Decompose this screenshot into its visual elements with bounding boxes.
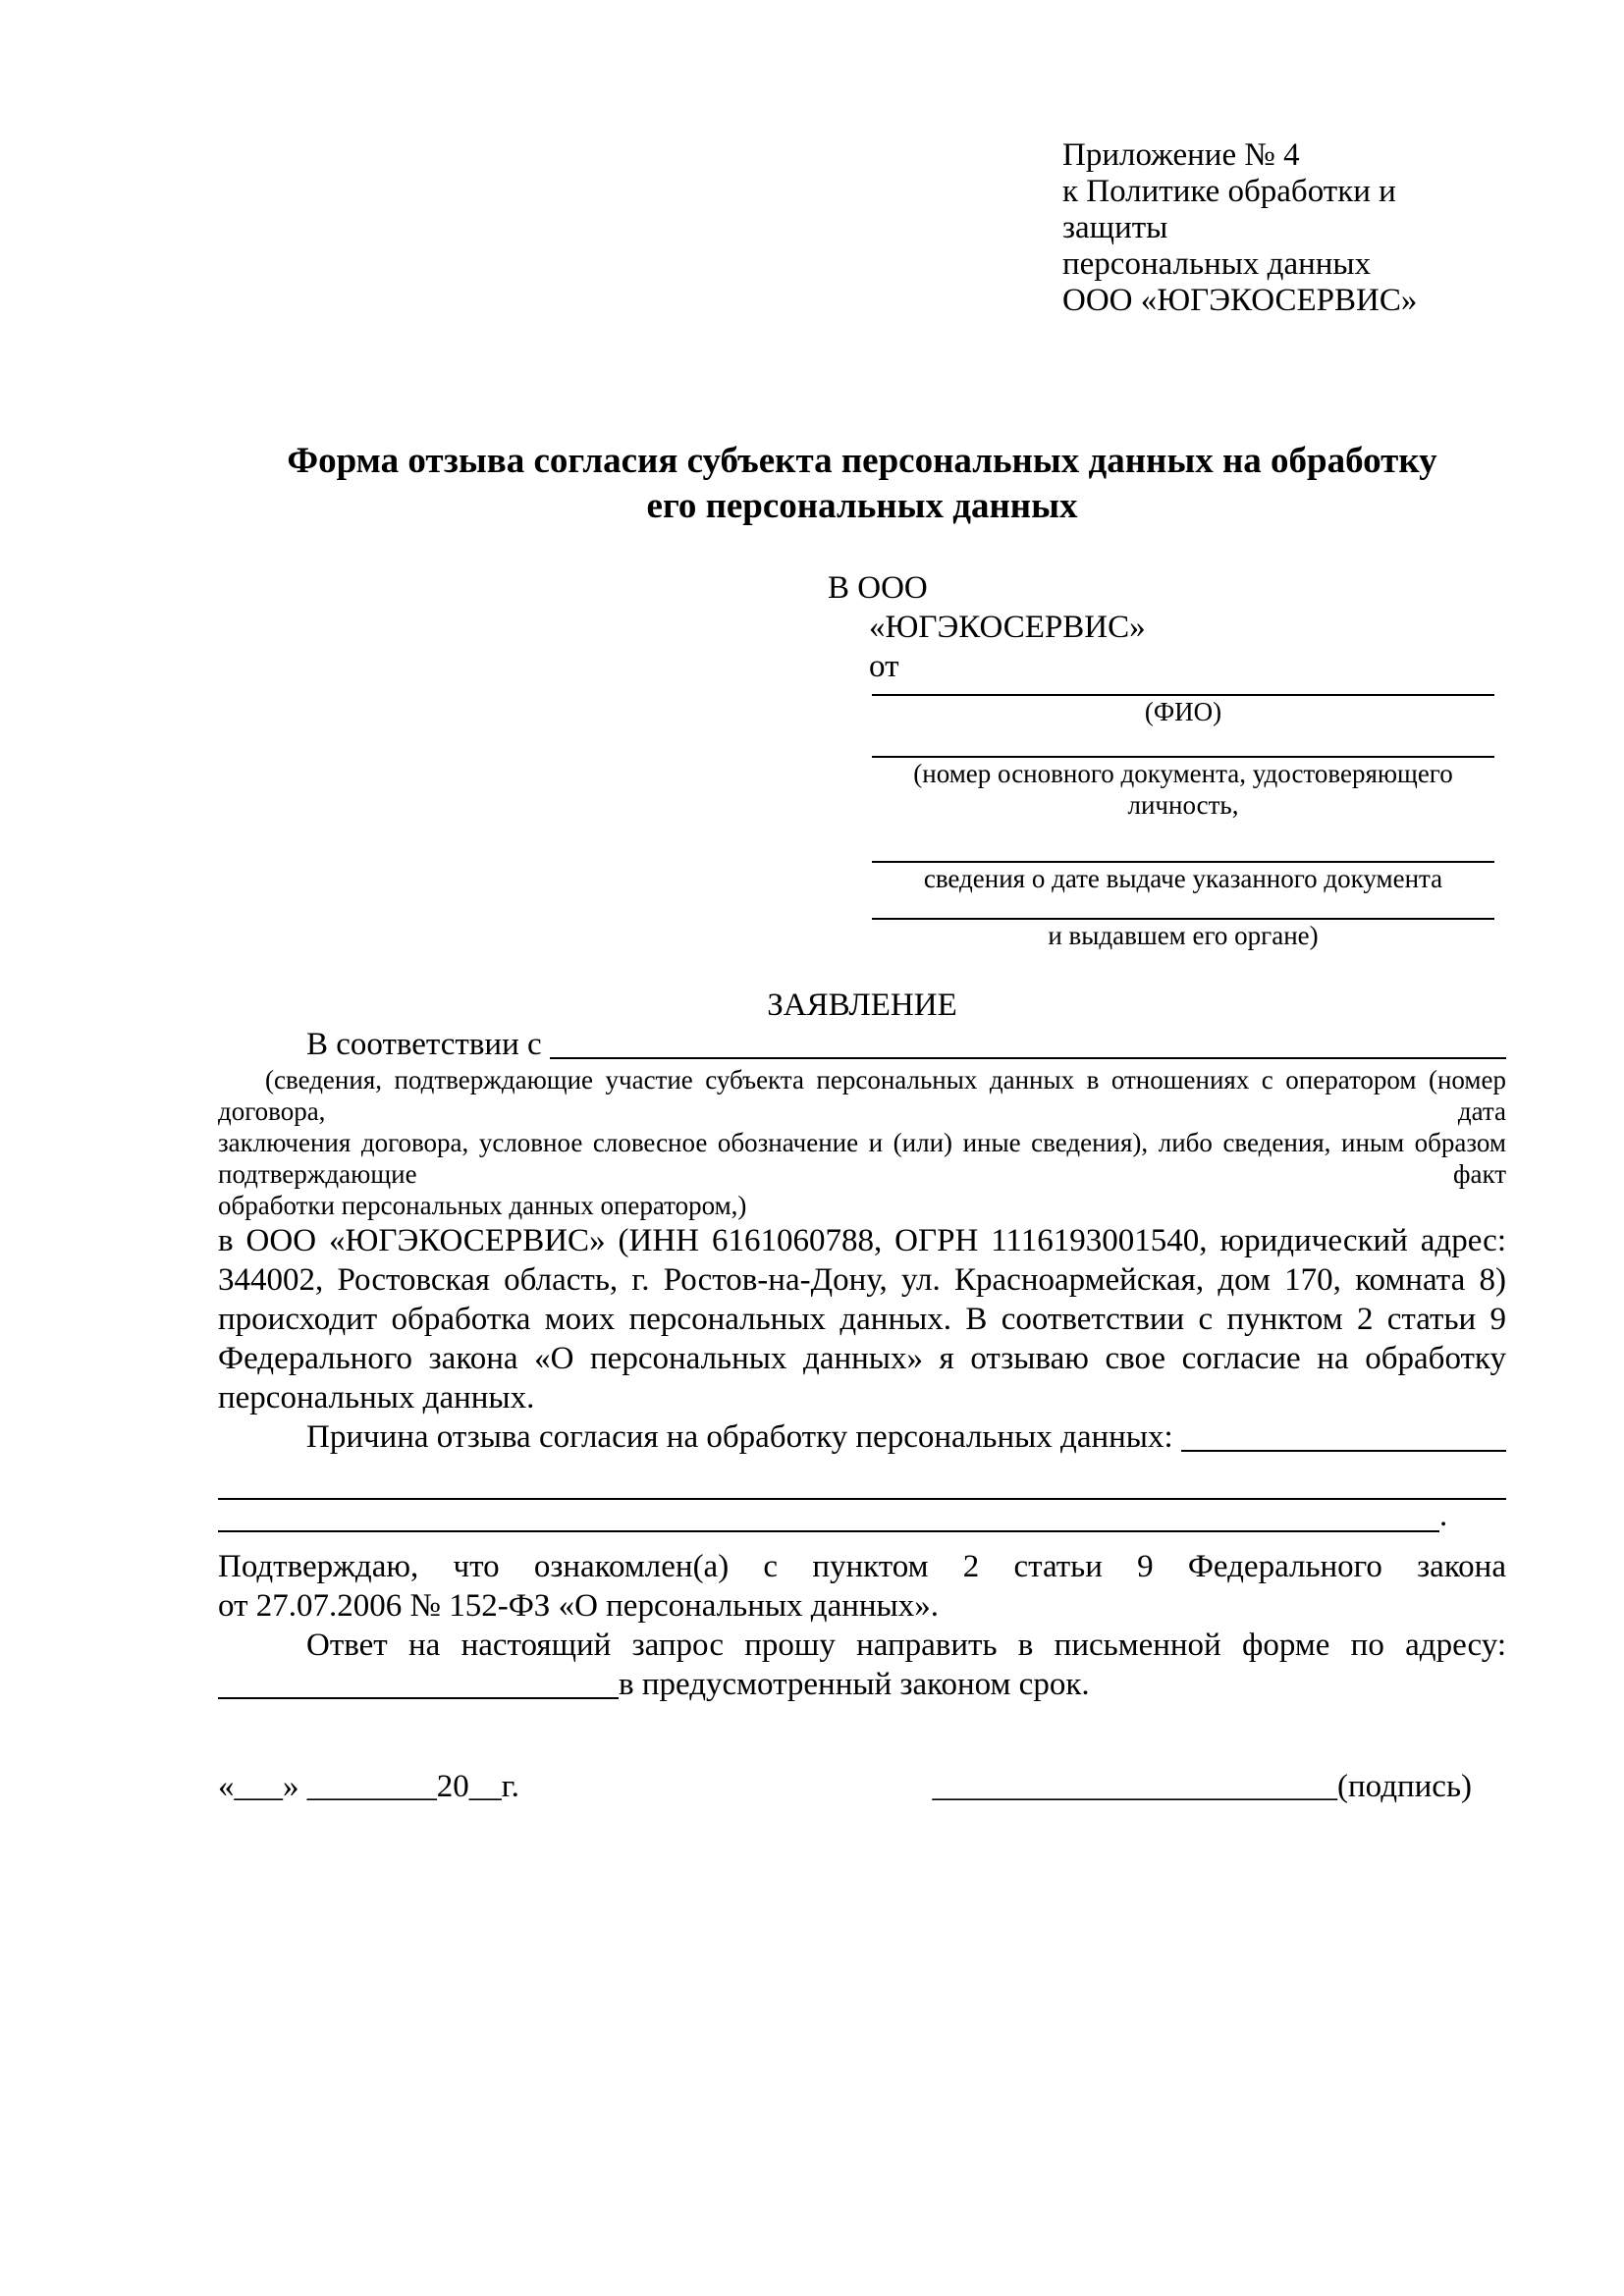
statement-heading: ЗАЯВЛЕНИЕ: [767, 988, 957, 1023]
fio-blank-line: [872, 686, 1494, 696]
confirmation-paragraph: [218, 1547, 1506, 1626]
note-line: (сведения, подтверждающие участие субъекта персональных данных в отношениях с оператором (номер договора, дата: [218, 1065, 1506, 1126]
document-title-line2: его персональных данных: [646, 486, 1078, 526]
recipient-to-line: В ООО: [828, 570, 928, 606]
confirmation-line2: от 27.07.2006 № 152-ФЗ «О персональных данных».: [218, 1588, 939, 1624]
issue-date-blank-line: [872, 821, 1494, 863]
policy-reference-line: к Политике обработки и защиты: [1062, 174, 1396, 245]
reply-line1: Ответ на настоящий запрос прошу направить в письменной форме по адресу:: [306, 1628, 1506, 1663]
recipient-block: [828, 568, 1506, 951]
date-blank: «___» ________20__г.: [218, 1769, 519, 1804]
reply-line2: [218, 1665, 1506, 1704]
note-line: обработки персональных данных оператором,): [218, 1191, 747, 1220]
statement-body: [218, 1221, 1506, 1417]
reason-prefix: Причина отзыва согласия на обработку персональных данных:: [306, 1419, 1173, 1455]
fio-label: (ФИО): [1144, 697, 1222, 726]
document-title: [218, 439, 1506, 529]
explanatory-note: [218, 1064, 1506, 1221]
recipient-from-line: от: [869, 649, 899, 684]
policy-reference-line2: персональных данных: [1062, 246, 1372, 282]
document-number-label: (номер основного документа, удостоверяющего личность,: [913, 759, 1453, 820]
signature-row: [218, 1767, 1506, 1806]
body-line: персональных данных.: [218, 1380, 535, 1415]
body-line: Федерального закона «О персональных данных» я отзываю свое согласие на обработку: [218, 1341, 1506, 1376]
intro-blank-line: [550, 1025, 1506, 1059]
body-line: происходит обработка моих персональных данных. В соответствии с пунктом 2 статьи 9: [218, 1302, 1506, 1337]
issuer-blank-line: [872, 894, 1494, 920]
reason-line: [218, 1417, 1506, 1457]
reason-blank-line-3-row: [218, 1500, 1506, 1532]
appendix-number-line: Приложение № 4: [1062, 137, 1300, 173]
signature-label: (подпись): [1337, 1769, 1472, 1804]
appendix-header-block: [1062, 137, 1506, 319]
note-line: заключения договора, условное словесное обозначение и (или) иные сведения), либо сведения, иным образом подтверждающие факт: [218, 1128, 1506, 1189]
body-line: 344002, Ростовская область, г. Ростов-на-Дону, ул. Красноармейская, дом 170, комната 8): [218, 1262, 1506, 1298]
document-number-blank-line: [872, 727, 1494, 758]
intro-prefix: В соответствии с: [306, 1027, 542, 1062]
reason-blank-line: [1181, 1417, 1506, 1452]
intro-line: [218, 1025, 1506, 1064]
reason-period: .: [1439, 1498, 1448, 1533]
reason-blank-line-2: [218, 1459, 1506, 1500]
reply-address-blank-line: [218, 1665, 619, 1699]
issuer-label: и выдавшем его органе): [1048, 921, 1319, 950]
confirmation-line1: Подтверждаю, что ознакомлен(а) с пунктом 2 статьи 9 Федерального закона: [218, 1549, 1506, 1584]
recipient-company-line: «ЮГЭКОСЕРВИС»: [869, 610, 1146, 645]
reply-paragraph: [218, 1626, 1506, 1704]
reason-blank-line-3: [218, 1500, 1439, 1532]
company-name-line: ООО «ЮГЭКОСЕРВИС»: [1062, 283, 1418, 318]
document-title-line1: Форма отзыва согласия субъекта персональных данных на обработку: [287, 441, 1437, 481]
reply-line2-text: в предусмотренный законом срок.: [619, 1667, 1090, 1702]
issue-date-label: сведения о дате выдаче указанного документа: [923, 864, 1443, 893]
signature-blank-line: _________________________: [932, 1769, 1337, 1804]
body-line: в ООО «ЮГЭКОСЕРВИС» (ИНН 6161060788, ОГРН 1116193001540, юридический адрес:: [218, 1223, 1506, 1258]
signature-area: [933, 1767, 1473, 1806]
